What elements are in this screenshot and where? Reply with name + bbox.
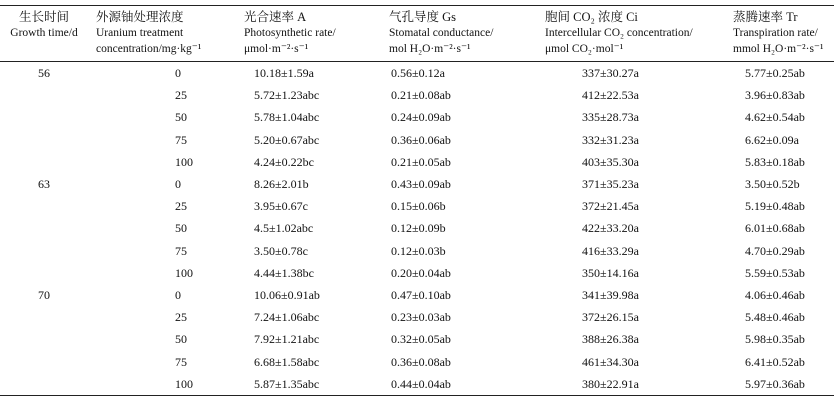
cell-transpiration-rate: 3.96±0.83ab (745, 88, 805, 103)
table-body (0, 62, 834, 396)
cell-uranium-concentration: 25 (175, 88, 187, 103)
cell-intercellular-co2: 335±28.73a (582, 110, 639, 125)
header-uranium-concentration-en2: concentration/mg·kg⁻¹ (96, 43, 202, 55)
cell-photosynthetic-rate: 8.26±2.01b (254, 177, 309, 192)
cell-transpiration-rate: 4.06±0.46ab (745, 287, 805, 302)
cell-photosynthetic-rate: 10.18±1.59a (254, 66, 314, 81)
cell-uranium-concentration: 25 (175, 199, 187, 214)
table-row (0, 173, 834, 195)
table-row (0, 217, 834, 239)
header-intercellular-co2 (541, 6, 729, 62)
header-photosynthetic-rate (240, 6, 385, 62)
table-row (0, 284, 834, 306)
header-transpiration-rate-en2: mmol H₂O·m⁻²·s⁻¹ (733, 43, 824, 55)
cell-stomatal-conductance: 0.23±0.03ab (391, 310, 451, 325)
cell-uranium-concentration: 25 (175, 310, 187, 325)
cell-photosynthetic-rate: 7.92±1.21abc (254, 332, 320, 347)
cell-uranium-concentration: 0 (175, 177, 181, 192)
cell-transpiration-rate: 5.59±0.53ab (745, 265, 805, 280)
cell-stomatal-conductance: 0.24±0.09ab (391, 110, 451, 125)
table-row (0, 328, 834, 350)
cell-growth-time (0, 84, 92, 106)
cell-stomatal-conductance: 0.21±0.08ab (391, 88, 451, 103)
cell-transpiration-rate: 5.83±0.18ab (745, 154, 805, 169)
cell-stomatal-conductance: 0.21±0.05ab (391, 154, 451, 169)
cell-transpiration-rate: 6.01±0.68ab (745, 221, 805, 236)
cell-intercellular-co2: 372±26.15a (582, 310, 639, 325)
cell-uranium-concentration: 0 (175, 66, 181, 81)
table-row (0, 129, 834, 151)
cell-transpiration-rate: 6.62±0.09a (745, 132, 799, 147)
header-stomatal-conductance-en2: mol H₂O·m⁻²·s⁻¹ (389, 43, 471, 55)
cell-photosynthetic-rate: 4.5±1.02abc (254, 221, 314, 236)
cell-transpiration-rate: 5.77±0.25ab (745, 66, 805, 81)
table-row (0, 262, 834, 284)
cell-uranium-concentration: 100 (175, 265, 193, 280)
cell-growth-time (0, 106, 92, 128)
header-photosynthetic-rate-en1: Photosynthetic rate/ (244, 27, 336, 39)
cell-growth-time (0, 373, 92, 396)
cell-growth-time (0, 350, 92, 372)
cell-growth-time (0, 129, 92, 151)
cell-intercellular-co2: 337±30.27a (582, 66, 639, 81)
cell-growth-time (0, 262, 92, 284)
header-stomatal-conductance-en1: Stomatal conductance/ (389, 27, 494, 39)
cell-intercellular-co2: 332±31.23a (582, 132, 639, 147)
cell-photosynthetic-rate: 4.24±0.22bc (254, 154, 314, 169)
cell-intercellular-co2: 350±14.16a (582, 265, 639, 280)
cell-growth-time: 56 (38, 66, 50, 81)
header-photosynthetic-rate-cn: 光合速率 A (244, 10, 307, 24)
header-intercellular-co2-en2: μmol CO₂·mol⁻¹ (545, 43, 624, 55)
cell-uranium-concentration: 0 (175, 287, 181, 302)
table-row (0, 373, 834, 396)
header-stomatal-conductance (385, 6, 541, 62)
header-uranium-concentration-en1: Uranium treatment (96, 27, 184, 39)
header-uranium-concentration (92, 6, 240, 62)
cell-intercellular-co2: 422±33.20a (582, 221, 639, 236)
cell-transpiration-rate: 4.62±0.54ab (745, 110, 805, 125)
cell-intercellular-co2: 341±39.98a (582, 287, 639, 302)
header-intercellular-co2-en1: Intercellular CO₂ concentration/ (545, 27, 693, 39)
cell-transpiration-rate: 6.41±0.52ab (745, 354, 805, 369)
cell-stomatal-conductance: 0.43±0.09ab (391, 177, 451, 192)
cell-growth-time: 70 (38, 287, 50, 302)
cell-transpiration-rate: 5.19±0.48ab (745, 199, 805, 214)
cell-stomatal-conductance: 0.15±0.06b (391, 199, 446, 214)
table-row (0, 84, 834, 106)
cell-stomatal-conductance: 0.32±0.05ab (391, 332, 451, 347)
photosynthesis-table (0, 5, 834, 396)
cell-transpiration-rate: 3.50±0.52b (745, 177, 800, 192)
table-row (0, 195, 834, 217)
cell-growth-time: 63 (38, 177, 50, 192)
header-growth-time (0, 6, 92, 62)
cell-intercellular-co2: 412±22.53a (582, 88, 639, 103)
table-row (0, 62, 834, 85)
cell-growth-time (0, 328, 92, 350)
cell-uranium-concentration: 75 (175, 243, 187, 258)
cell-stomatal-conductance: 0.44±0.04ab (385, 373, 541, 396)
cell-photosynthetic-rate: 6.68±1.58abc (254, 354, 320, 369)
header-uranium-concentration-cn: 外源铀处理浓度 (96, 10, 184, 24)
header-transpiration-rate-cn: 蒸腾速率 Tr (733, 10, 798, 24)
cell-stomatal-conductance: 0.20±0.04ab (391, 265, 451, 280)
cell-transpiration-rate: 5.98±0.35ab (745, 332, 805, 347)
table-row (0, 151, 834, 173)
cell-photosynthetic-rate: 5.78±1.04abc (254, 110, 320, 125)
cell-photosynthetic-rate: 4.44±1.38bc (254, 265, 314, 280)
cell-stomatal-conductance: 0.12±0.03b (391, 243, 446, 258)
cell-growth-time (0, 240, 92, 262)
cell-intercellular-co2: 380±22.91a (541, 373, 729, 396)
cell-growth-time (0, 306, 92, 328)
header-growth-time-en: Growth time/d (10, 27, 78, 39)
header-intercellular-co2-cn: 胞间 CO₂ 浓度 Ci (545, 10, 638, 24)
header-row (0, 6, 834, 62)
cell-intercellular-co2: 403±35.30a (582, 154, 639, 169)
cell-photosynthetic-rate: 7.24±1.06abc (254, 310, 320, 325)
cell-intercellular-co2: 372±21.45a (582, 199, 639, 214)
cell-growth-time (0, 195, 92, 217)
cell-uranium-concentration: 100 (175, 154, 193, 169)
cell-photosynthetic-rate: 3.50±0.78c (254, 243, 308, 258)
cell-photosynthetic-rate: 10.06±0.91ab (254, 287, 320, 302)
cell-uranium-concentration: 75 (175, 354, 187, 369)
cell-uranium-concentration: 50 (175, 221, 187, 236)
cell-stomatal-conductance: 0.36±0.08ab (391, 354, 451, 369)
header-growth-time-cn: 生长时间 (18, 10, 69, 24)
table-row (0, 106, 834, 128)
cell-stomatal-conductance: 0.47±0.10ab (391, 287, 451, 302)
cell-photosynthetic-rate: 3.95±0.67c (254, 199, 308, 214)
cell-uranium-concentration: 100 (92, 373, 240, 396)
cell-photosynthetic-rate: 5.20±0.67abc (254, 132, 320, 147)
cell-stomatal-conductance: 0.12±0.09b (391, 221, 446, 236)
cell-transpiration-rate: 5.48±0.46ab (745, 310, 805, 325)
cell-stomatal-conductance: 0.56±0.12a (391, 66, 445, 81)
cell-intercellular-co2: 461±34.30a (582, 354, 639, 369)
header-transpiration-rate (729, 6, 834, 62)
cell-intercellular-co2: 416±33.29a (582, 243, 639, 258)
table-row (0, 306, 834, 328)
cell-growth-time (0, 151, 92, 173)
table-row (0, 240, 834, 262)
cell-stomatal-conductance: 0.36±0.06ab (391, 132, 451, 147)
cell-transpiration-rate: 5.97±0.36ab (729, 373, 834, 396)
cell-uranium-concentration: 50 (175, 110, 187, 125)
cell-uranium-concentration: 75 (175, 132, 187, 147)
header-transpiration-rate-en1: Transpiration rate/ (733, 27, 818, 39)
header-stomatal-conductance-cn: 气孔导度 Gs (389, 10, 457, 24)
cell-transpiration-rate: 4.70±0.29ab (745, 243, 805, 258)
table-row (0, 350, 834, 372)
cell-photosynthetic-rate: 5.72±1.23abc (254, 88, 320, 103)
cell-photosynthetic-rate: 5.87±1.35abc (240, 373, 385, 396)
cell-intercellular-co2: 371±35.23a (582, 177, 639, 192)
cell-uranium-concentration: 50 (175, 332, 187, 347)
cell-growth-time (0, 217, 92, 239)
header-photosynthetic-rate-en2: μmol·m⁻²·s⁻¹ (244, 43, 309, 55)
cell-intercellular-co2: 388±26.38a (582, 332, 639, 347)
